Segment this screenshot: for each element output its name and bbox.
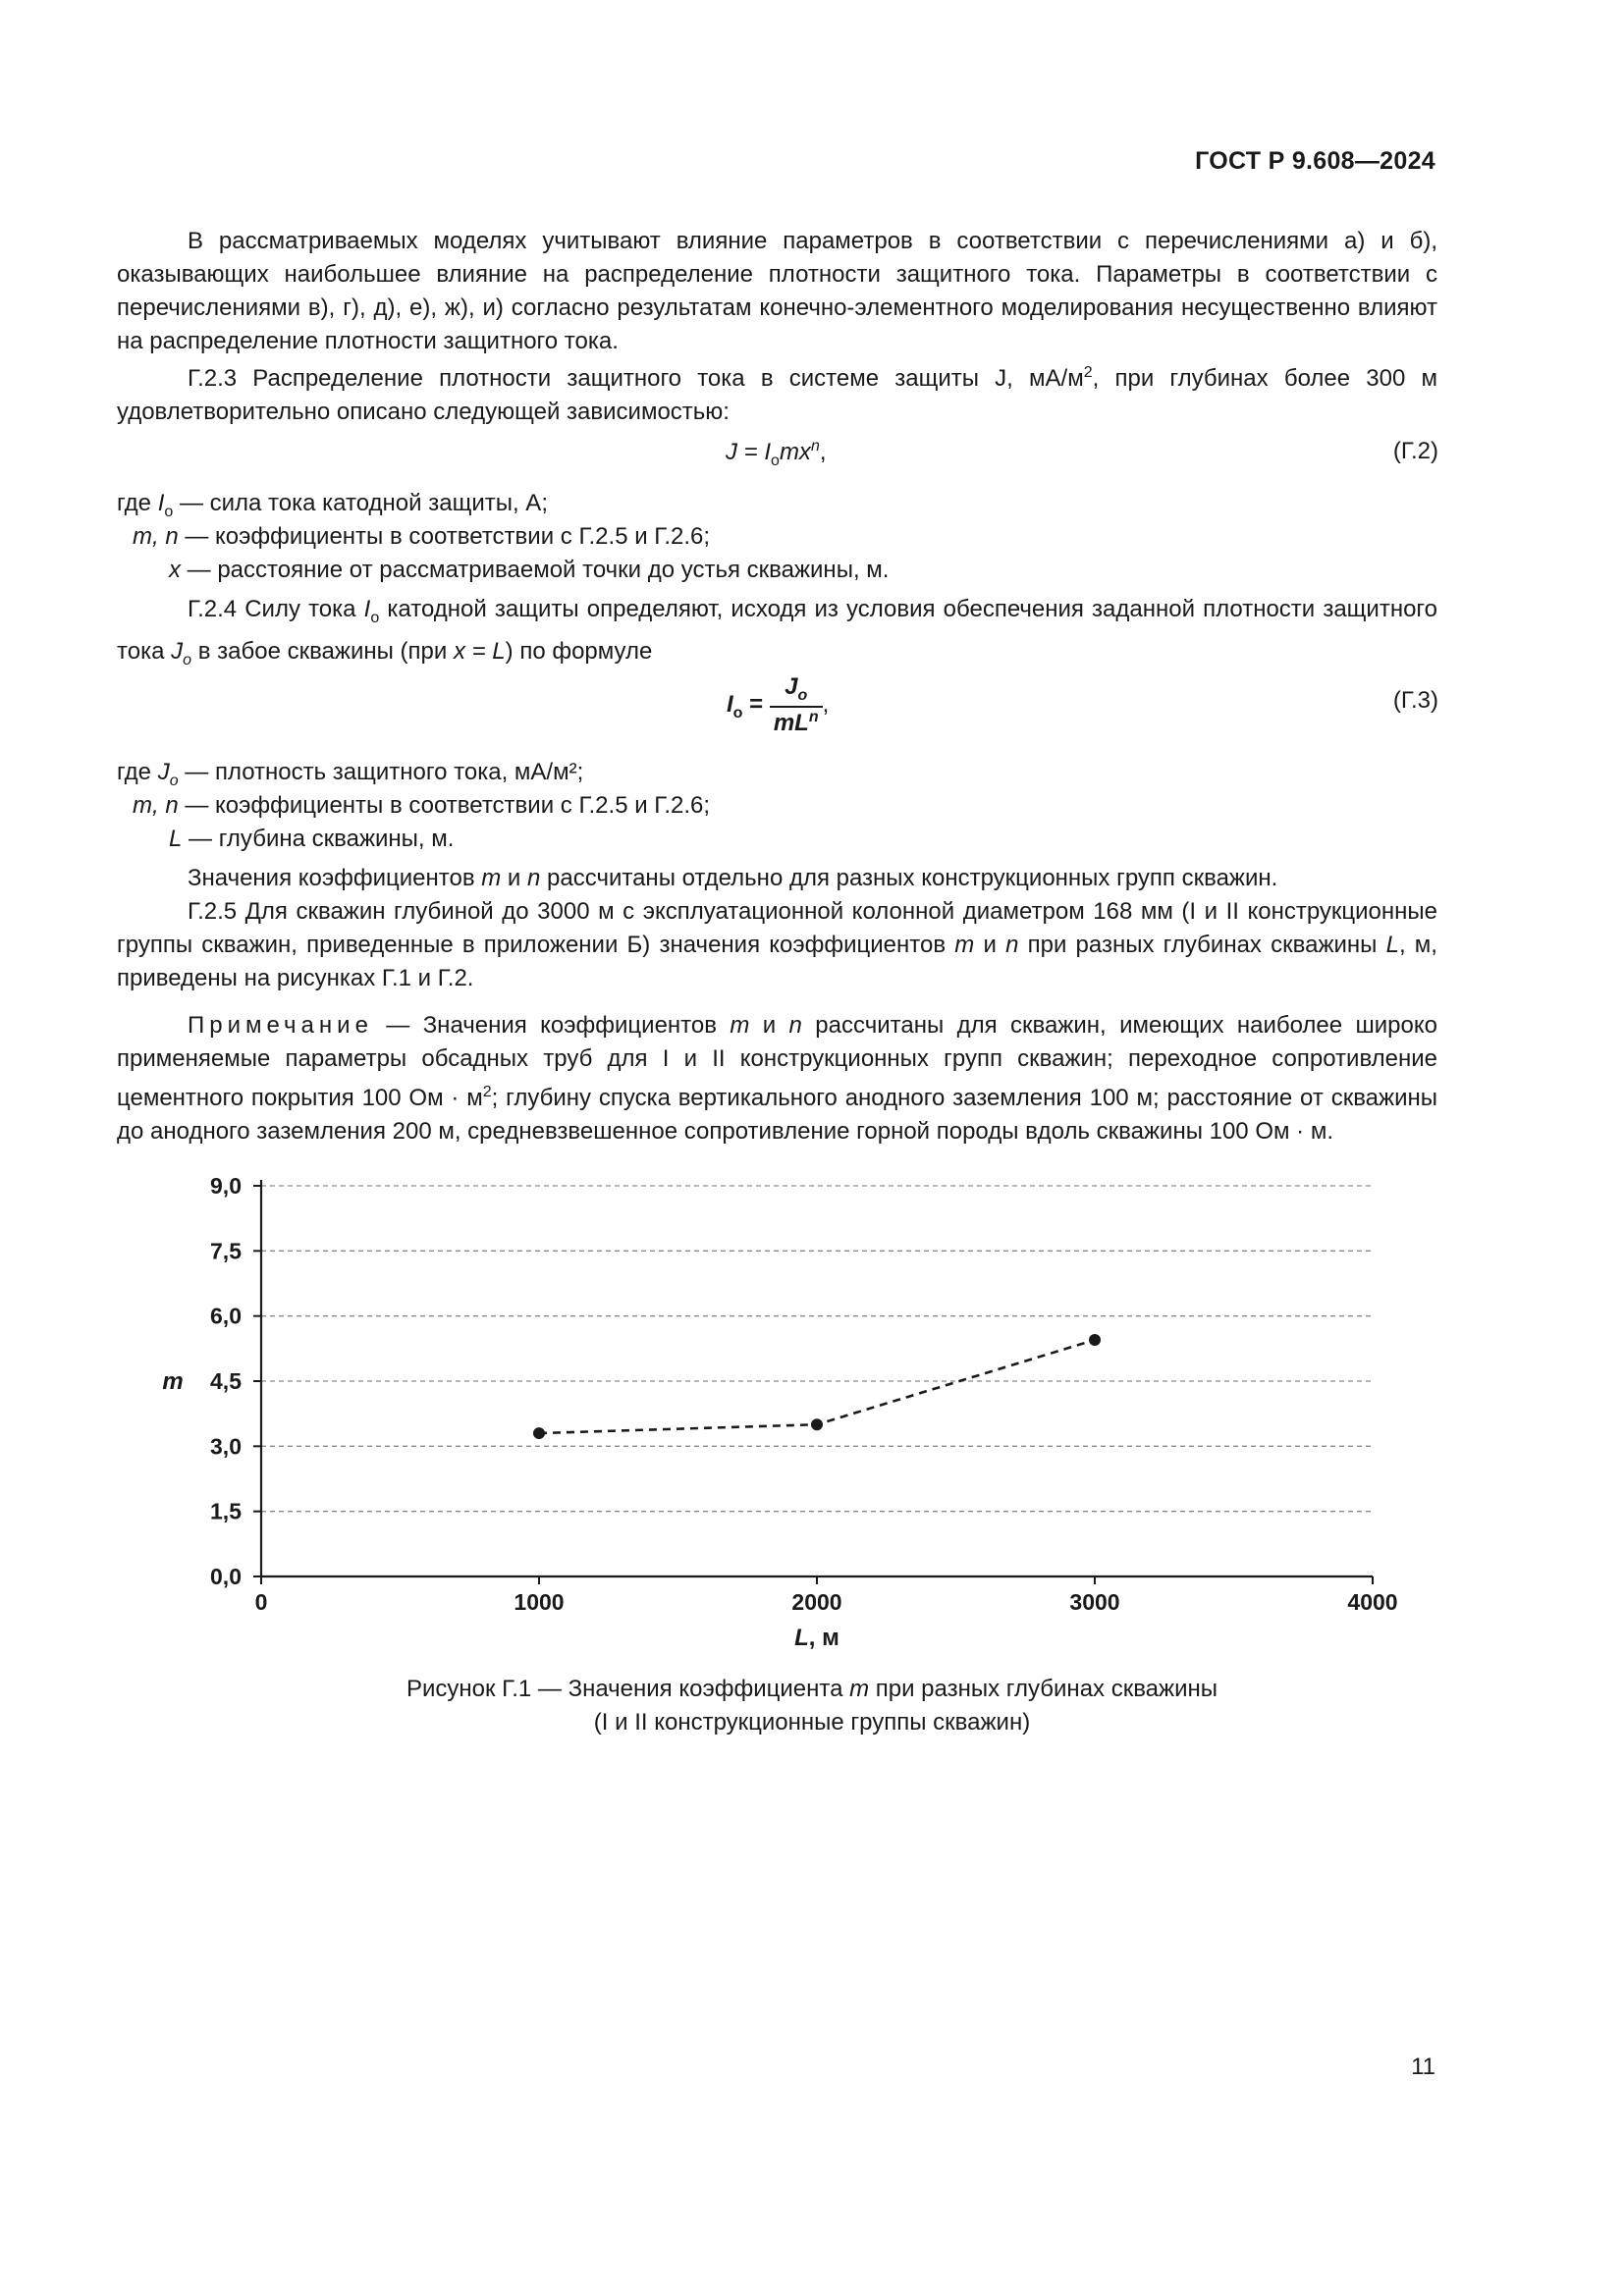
- y-axis-label: m: [162, 1368, 184, 1395]
- section-g23: [117, 356, 1437, 429]
- where-g3-sym-3: L: [169, 826, 183, 852]
- where-g3-line-3: [169, 823, 454, 856]
- formula-g2-sub: o: [771, 452, 780, 469]
- x-axis-label: L, м: [794, 1625, 839, 1651]
- g25-and: и: [974, 932, 1006, 958]
- where-g2-sym-2: m, n: [133, 523, 179, 550]
- note-n: n: [788, 1012, 802, 1039]
- where-g2-sub-1: o: [164, 503, 174, 520]
- formula-g3-num-sub: o: [797, 686, 808, 704]
- g25-text-2: при разных глубинах скважины: [1018, 932, 1386, 958]
- figure-caption-line-1: [0, 1673, 1624, 1706]
- g23-text-before: Г.2.3 Распределение плотности защитного тока в системе защиты J, мА/м: [188, 365, 1084, 392]
- note-sup: 2: [482, 1084, 492, 1100]
- g24-sub-2: o: [183, 651, 192, 668]
- y-tick-label-1: 1,5: [210, 1498, 242, 1524]
- g24-sym-1: I: [363, 596, 371, 622]
- formula-g3-fraction: [770, 673, 823, 737]
- section-g24: [117, 593, 1437, 677]
- data-point-m-0: [533, 1427, 545, 1439]
- g25-L: L: [1385, 932, 1399, 958]
- formula-g3-den-sup: n: [808, 708, 819, 725]
- formula-g2-lhs: J = I: [726, 439, 772, 465]
- data-point-m-1: [811, 1418, 823, 1430]
- where-g2-text-3: — расстояние от рассматриваемой точки до устья скважины, м.: [181, 557, 890, 583]
- formula-g3-lhs: I: [727, 690, 733, 718]
- formula-g2-tail: ,: [819, 439, 827, 465]
- caption-m: m: [849, 1676, 870, 1702]
- formula-g2-number: (Г.2): [1392, 438, 1438, 464]
- note-text-3: ; глубину спуска вертикального анодного заземления 100 м; расстояние от скважины до анодного заземления 200 м, средневзвешенное сопротивление горной породы вдоль скважины 100 Ом · м.: [117, 1085, 1437, 1145]
- x-tick-label-1: 1000: [514, 1589, 565, 1615]
- g24-text-2: катодной защиты определяют, исходя из условия обеспечения заданной плотности защитного тока: [117, 596, 1438, 665]
- coeff-n: n: [527, 865, 541, 891]
- g24-text-1: Г.2.4 Силу тока: [188, 596, 364, 622]
- formula-g3-num: J: [785, 673, 798, 700]
- where-g2-prefix: где: [117, 490, 158, 516]
- document-code: ГОСТ Р 9.608—2024: [1195, 147, 1435, 175]
- coeff-text-1: Значения коэффициентов: [188, 865, 482, 891]
- g24-text-3: в забое скважины (при: [191, 637, 454, 665]
- x-tick-label-4: 4000: [1347, 1589, 1398, 1615]
- where-g2-sym-1: I: [157, 490, 165, 516]
- note-paragraph: [117, 1009, 1437, 1148]
- formula-g3-den: mL: [773, 709, 809, 736]
- g25-text-3: , м, приведены на рисунках Г.1 и Г.2.: [117, 932, 1437, 991]
- formula-g3: $I_o$ = $\frac{J_o}{mL^n}$ ,: [727, 673, 830, 736]
- y-tick-label-6: 9,0: [210, 1173, 242, 1199]
- g24-sub-1: o: [370, 609, 380, 626]
- y-tick-label-3: 4,5: [210, 1368, 242, 1394]
- where-g3-line-2: [133, 789, 710, 823]
- x-tick-label-0: 0: [254, 1589, 268, 1615]
- caption-text-b: при разных глубинах скважины: [869, 1676, 1218, 1702]
- g25-m: m: [954, 932, 975, 958]
- where-g2-line-2: [133, 520, 710, 554]
- y-tick-label-2: 3,0: [210, 1433, 242, 1460]
- data-point-m-2: [1089, 1334, 1101, 1346]
- note-text-2: рассчитаны для скважин, имеющих наиболее широко применяемые параметры обсадных труб для I и II конструкционных групп скважин; переходное сопротивление цементного покрытия 100 Ом · м: [117, 1012, 1437, 1111]
- coeff-text-2: рассчитаны отдельно для разных конструкционных групп скважин.: [540, 865, 1278, 891]
- y-tick-label-4: 6,0: [210, 1303, 242, 1329]
- x-tick-label-3: 3000: [1069, 1589, 1120, 1615]
- y-tick-label-0: 0,0: [210, 1564, 242, 1589]
- where-g2-sym-3: x: [169, 557, 181, 583]
- where-g3-sym-2: m, n: [133, 792, 179, 819]
- formula-g3-tail: ,: [822, 690, 830, 718]
- figure-caption-line-2: (I и II конструкционные группы скважин): [593, 1709, 1031, 1735]
- g23-text-after: , при глубинах более 300 м удовлетворительно описано следующей зависимостью:: [117, 365, 1438, 425]
- where-g3-sym-1: J: [157, 759, 170, 785]
- g25-n: n: [1005, 932, 1019, 958]
- caption-text-a: Рисунок Г.1 — Значения коэффициента: [406, 1676, 850, 1702]
- note-label: Примечание: [188, 1012, 373, 1039]
- coeff-m: m: [481, 865, 502, 891]
- formula-g3-lhs-sub: o: [732, 704, 743, 721]
- note-m: m: [730, 1012, 750, 1039]
- g25-text-1: Г.2.5 Для скважин глубиной до 3000 м с эксплуатационной колонной диаметром 168 мм (I и II конструкционные группы скважин, приведенные в приложении Б) значения коэффициентов: [117, 898, 1437, 958]
- where-g2-line-3: [169, 554, 889, 587]
- page-number: 11: [1411, 2054, 1435, 2080]
- g23-unit-sup: 2: [1083, 364, 1093, 381]
- g24-sym-2: J: [171, 637, 184, 665]
- formula-g2-mid: mx: [779, 439, 811, 465]
- chart-m-vs-depth: [0, 1148, 1624, 1659]
- where-g3-text-2: — коэффициенты в соответствии с Г.2.5 и Г.2.6;: [178, 792, 711, 819]
- y-tick-label-5: 7,5: [210, 1238, 242, 1264]
- where-g2-text-1: — сила тока катодной защиты, А;: [173, 490, 548, 516]
- coeff-and: и: [501, 865, 527, 891]
- x-tick-label-2: 2000: [791, 1589, 842, 1615]
- coefficients-paragraph: [117, 862, 1437, 895]
- g24-sym-3: x = L: [453, 637, 506, 665]
- intro-paragraph: В рассматриваемых моделях учитывают влияние параметров в соответствии с перечислениями а) и б), оказывающих наибольшее влияние на распределение плотности защитного тока. Параметры в соответствии с перечислениями в), г), д), е), ж), и) согласно результатам конечно-элементного моделирования несущественно влияют на распределение плотности защитного тока.: [117, 228, 1437, 354]
- formula-g3-number: (Г.3): [1392, 687, 1438, 714]
- formula-g2: [726, 438, 827, 470]
- where-g3-prefix: где: [117, 759, 158, 785]
- g24-text-4: ) по формуле: [505, 637, 653, 665]
- formula-g2-sup: n: [810, 438, 820, 454]
- note-and: и: [749, 1012, 789, 1039]
- where-g2-text-2: — коэффициенты в соответствии с Г.2.5 и Г.2.6;: [178, 523, 711, 550]
- note-text-1: — Значения коэффициентов: [372, 1012, 731, 1039]
- where-g3-sub-1: o: [169, 772, 179, 789]
- where-g3-text-3: — глубина скважины, м.: [182, 826, 455, 852]
- section-g25: [117, 895, 1437, 995]
- where-g3-text-1: — плотность защитного тока, мА/м²;: [178, 759, 584, 785]
